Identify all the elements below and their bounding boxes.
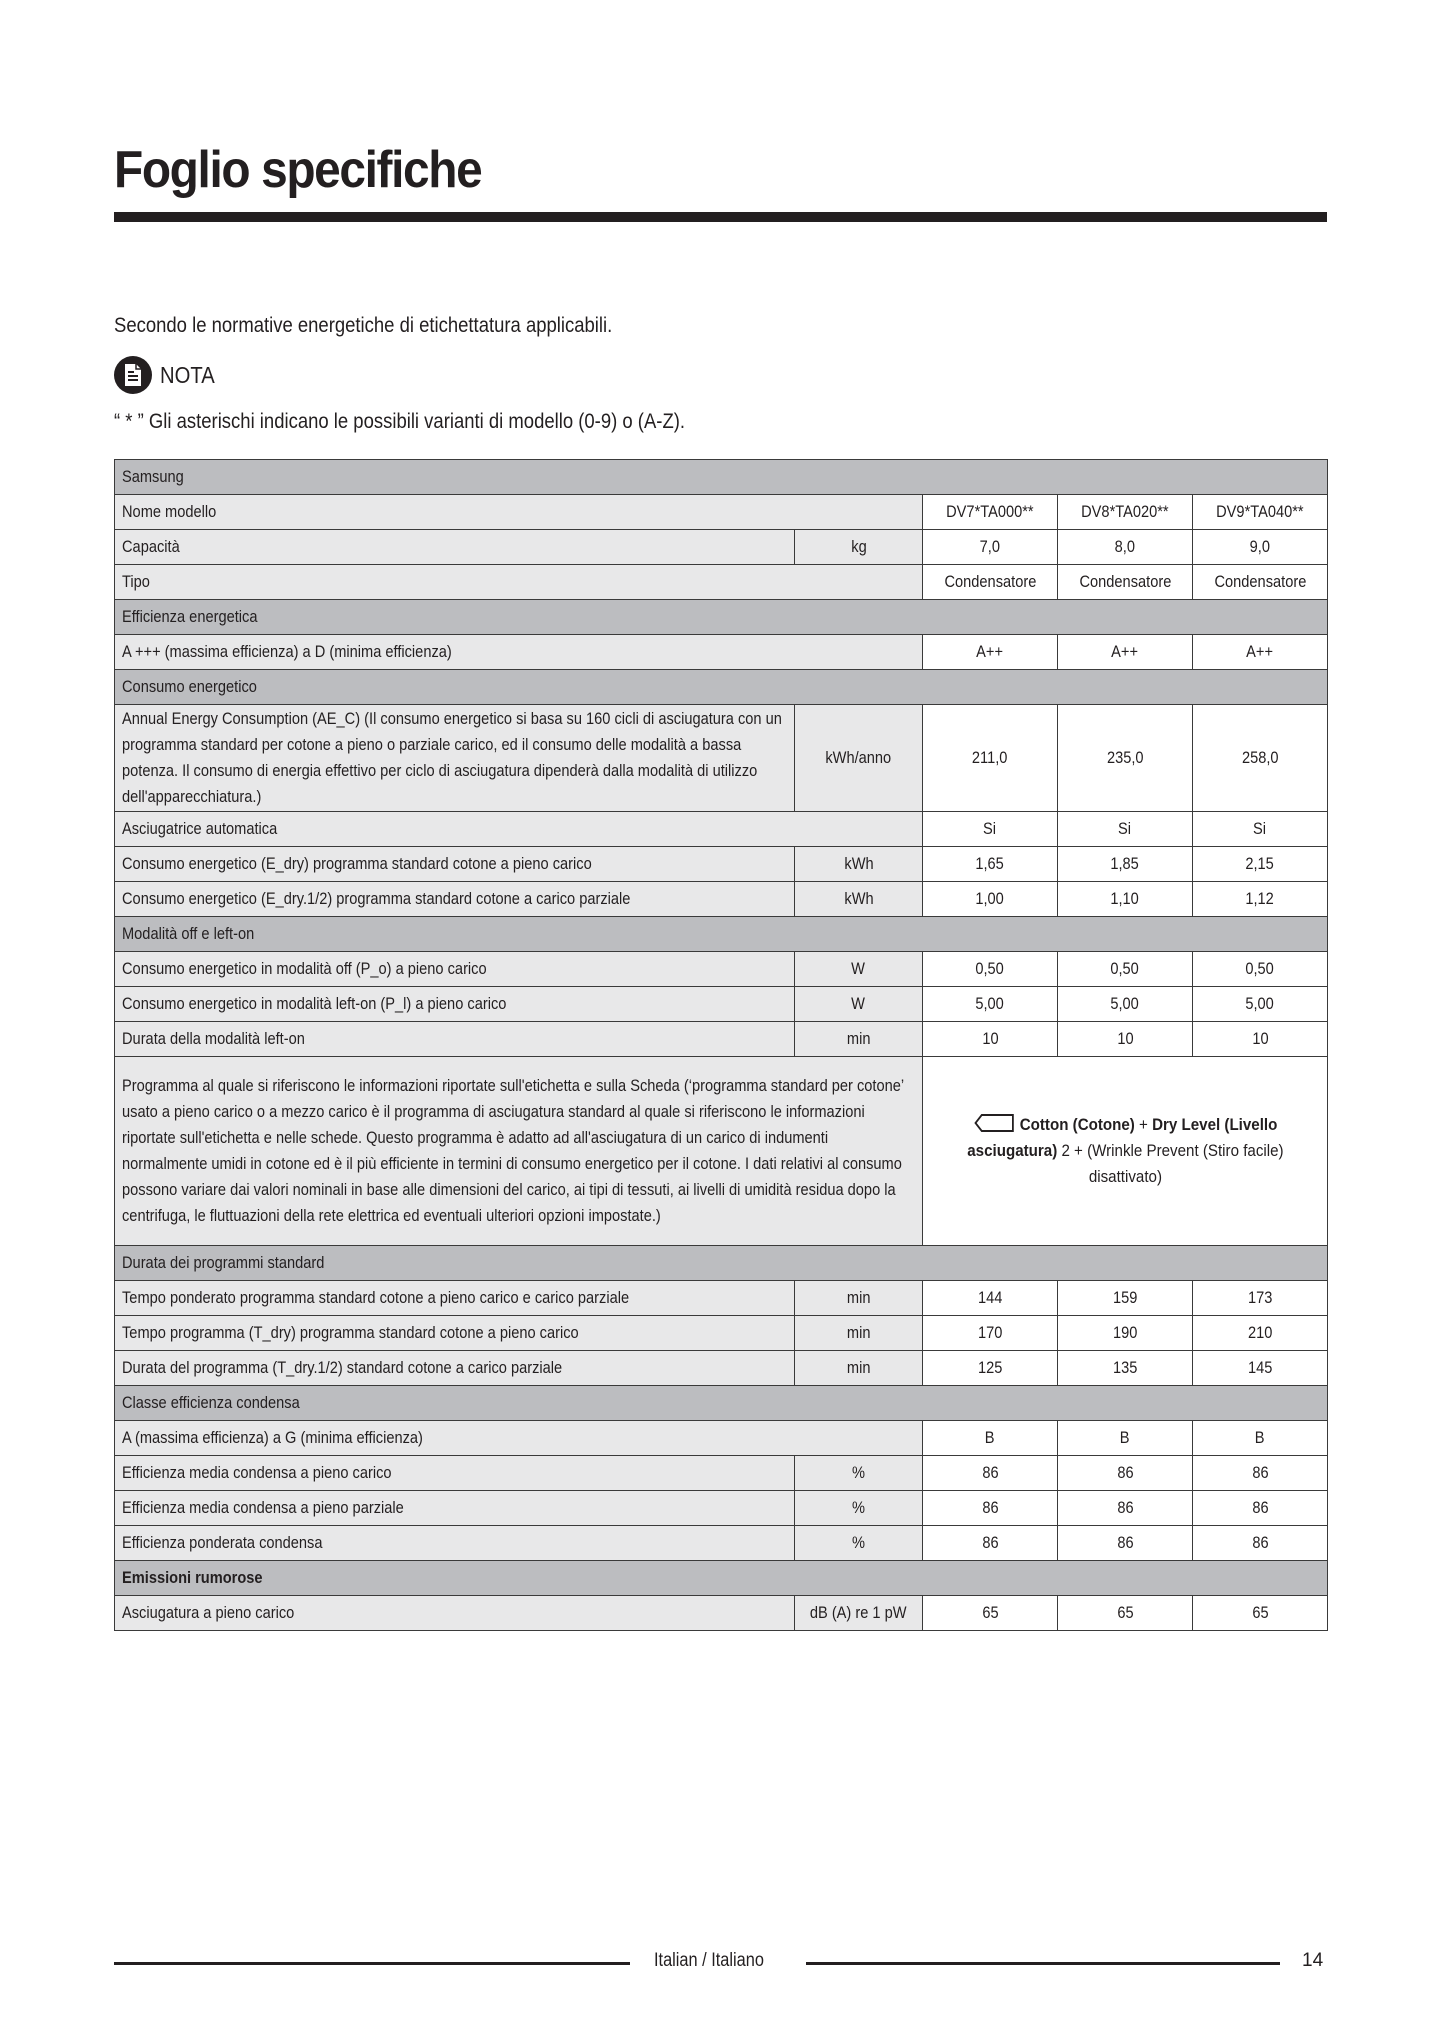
unit-cell: min (795, 1316, 923, 1351)
footer-rule-left (114, 1962, 630, 1965)
value-cell: B (923, 1421, 1058, 1456)
row-label: Annual Energy Consumption (AE_C) (Il consumo energetico si basa su 160 cicli di asciugatura con un programma standard per cotone a pieno o parziale carico, ed il consumo delle modalità a bassa potenza. Il consumo di energia effettivo per ciclo di asciugatura dipenderà dalla modalità di utilizzo dell'apparecchiatura.) (115, 705, 795, 812)
value-cell: B (1058, 1421, 1193, 1456)
footer-language: Italian / Italiano (654, 1950, 764, 1971)
value-cell: 65 (923, 1596, 1058, 1631)
value-cell: 2,15 (1193, 847, 1328, 882)
value-cell: 0,50 (1193, 952, 1328, 987)
value-cell: Si (1193, 812, 1328, 847)
page-title: Foglio specifiche (114, 141, 482, 199)
row-label: Consumo energetico (E_dry.1/2) programma standard cotone a carico parziale (115, 882, 795, 917)
section-header: Classe efficienza condensa (115, 1386, 1328, 1421)
row-label: Durata del programma (T_dry.1/2) standard cotone a carico parziale (115, 1351, 795, 1386)
section-header: Durata dei programmi standard (115, 1246, 1328, 1281)
value-cell: 135 (1058, 1351, 1193, 1386)
row-label: A (massima efficienza) a G (minima efficienza) (115, 1421, 923, 1456)
note-document-icon (114, 356, 152, 394)
section-header: Modalità off e left-on (115, 917, 1328, 952)
value-cell: B (1193, 1421, 1328, 1456)
section-header: Efficienza energetica (115, 600, 1328, 635)
value-cell: 86 (1058, 1491, 1193, 1526)
value-cell: Condensatore (1058, 565, 1193, 600)
value-cell: 10 (1058, 1022, 1193, 1057)
specification-table (114, 459, 1328, 1631)
table-row (115, 495, 1328, 530)
section-header: Emissioni rumorose (115, 1561, 1328, 1596)
section-header: Consumo energetico (115, 670, 1328, 705)
note-label: NOTA (160, 361, 215, 388)
value-cell: 5,00 (1193, 987, 1328, 1022)
value-cell: 86 (1193, 1526, 1328, 1561)
note-heading (114, 356, 222, 394)
row-label: Efficienza media condensa a pieno parziale (115, 1491, 795, 1526)
asterisk-note: “ * ” Gli asterischi indicano le possibili varianti di modello (0-9) o (A-Z). (114, 410, 686, 433)
page-number: 14 (1302, 1950, 1324, 1971)
value-cell: 1,65 (923, 847, 1058, 882)
value-cell: 5,00 (923, 987, 1058, 1022)
value-cell: 1,12 (1193, 882, 1328, 917)
section-row (115, 917, 1328, 952)
value-cell: Si (923, 812, 1058, 847)
model-cell: DV7*TA000** (923, 495, 1058, 530)
value-cell: 159 (1058, 1281, 1193, 1316)
model-cell: DV8*TA020** (1058, 495, 1193, 530)
value-cell: 8,0 (1058, 530, 1193, 565)
unit-cell: % (795, 1491, 923, 1526)
table-row (115, 1491, 1328, 1526)
row-label: Efficienza ponderata condensa (115, 1526, 795, 1561)
value-cell: A++ (923, 635, 1058, 670)
unit-cell: kWh/anno (795, 705, 923, 812)
value-cell: A++ (1058, 635, 1193, 670)
value-cell: 258,0 (1193, 705, 1328, 812)
value-cell: 0,50 (923, 952, 1058, 987)
row-label: Consumo energetico in modalità off (P_o) a pieno carico (115, 952, 795, 987)
table-row (115, 1057, 1328, 1246)
unit-cell: kg (795, 530, 923, 565)
value-cell: 173 (1193, 1281, 1328, 1316)
value-cell: 125 (923, 1351, 1058, 1386)
unit-cell: dB (A) re 1 pW (795, 1596, 923, 1631)
value-cell: 86 (1193, 1491, 1328, 1526)
table-row (115, 1281, 1328, 1316)
value-cell: 190 (1058, 1316, 1193, 1351)
value-cell: 86 (1058, 1456, 1193, 1491)
cotton-cycle-icon (973, 1113, 1014, 1133)
row-label: Programma al quale si riferiscono le informazioni riportate sull'etichetta e sulla Scheda (‘programma standard per cotone’ usato a pieno carico o a mezzo carico è il programma di asciugatura standard al quale si riferiscono le informazioni riportate sull'etichetta e nelle schede. Questo programma è adatto ad all'asciugatura di un carico di indumenti normalmente umidi in cotone ed è il più efficiente in termini di consumo energetico per il cotone. I dati relativi al consumo possono variare dai valori nominali in base alle dimensioni del carico, ai tipi di tessuti, ai livelli di umidità residua dopo la centrifuga, le fluttuazioni della rete elettrica ed eventuali ulteriori opzioni impostate.) (115, 1057, 923, 1246)
value-cell: Condensatore (923, 565, 1058, 600)
value-cell: 1,85 (1058, 847, 1193, 882)
table-row (115, 847, 1328, 882)
table-row (115, 952, 1328, 987)
standard-program-value: Cotton (Cotone) + Dry Level (Livello asciugatura) 2 + (Wrinkle Prevent (Stiro facile) disattivato) (923, 1057, 1328, 1246)
title-rule (114, 212, 1327, 222)
value-cell: 65 (1058, 1596, 1193, 1631)
intro-text: Secondo le normative energetiche di etichettatura applicabili. (114, 314, 613, 337)
value-cell: 145 (1193, 1351, 1328, 1386)
table-row (115, 1456, 1328, 1491)
value-cell: 65 (1193, 1596, 1328, 1631)
value-cell: 0,50 (1058, 952, 1193, 987)
value-cell: 9,0 (1193, 530, 1328, 565)
section-row (115, 1561, 1328, 1596)
table-row (115, 882, 1328, 917)
table-row (115, 1526, 1328, 1561)
row-label: Consumo energetico (E_dry) programma standard cotone a pieno carico (115, 847, 795, 882)
model-cell: DV9*TA040** (1193, 495, 1328, 530)
table-row (115, 460, 1328, 495)
value-cell: 5,00 (1058, 987, 1193, 1022)
value-cell: 235,0 (1058, 705, 1193, 812)
table-row (115, 1316, 1328, 1351)
row-label: A +++ (massima efficienza) a D (minima efficienza) (115, 635, 923, 670)
unit-cell: % (795, 1526, 923, 1561)
unit-cell: W (795, 952, 923, 987)
table-row (115, 635, 1328, 670)
unit-cell: min (795, 1351, 923, 1386)
row-label: Consumo energetico in modalità left-on (P_l) a pieno carico (115, 987, 795, 1022)
table-row (115, 705, 1328, 812)
value-cell: 144 (923, 1281, 1058, 1316)
value-cell: 86 (923, 1526, 1058, 1561)
row-label: Asciugatrice automatica (115, 812, 923, 847)
value-cell: 10 (923, 1022, 1058, 1057)
unit-cell: min (795, 1281, 923, 1316)
table-row (115, 1421, 1328, 1456)
unit-cell: % (795, 1456, 923, 1491)
value-cell: 86 (1058, 1526, 1193, 1561)
row-label: Asciugatura a pieno carico (115, 1596, 795, 1631)
table-row (115, 530, 1328, 565)
section-row (115, 670, 1328, 705)
value-cell: 7,0 (923, 530, 1058, 565)
table-row (115, 812, 1328, 847)
value-cell: 86 (923, 1491, 1058, 1526)
value-cell: 170 (923, 1316, 1058, 1351)
row-label: Tempo programma (T_dry) programma standard cotone a pieno carico (115, 1316, 795, 1351)
value-cell: 86 (1193, 1456, 1328, 1491)
value-cell: 211,0 (923, 705, 1058, 812)
row-label: Efficienza media condensa a pieno carico (115, 1456, 795, 1491)
table-row (115, 1596, 1328, 1631)
row-label: Durata della modalità left-on (115, 1022, 795, 1057)
unit-cell: kWh (795, 847, 923, 882)
value-cell: 1,00 (923, 882, 1058, 917)
row-label: Tipo (115, 565, 923, 600)
value-cell: 86 (923, 1456, 1058, 1491)
section-row (115, 1386, 1328, 1421)
footer-rule-right (806, 1962, 1280, 1965)
value-cell: A++ (1193, 635, 1328, 670)
row-label: Tempo ponderato programma standard cotone a pieno carico e carico parziale (115, 1281, 795, 1316)
table-row (115, 1351, 1328, 1386)
row-label: Capacità (115, 530, 795, 565)
unit-cell: min (795, 1022, 923, 1057)
table-row (115, 565, 1328, 600)
section-row (115, 600, 1328, 635)
value-cell: Si (1058, 812, 1193, 847)
value-cell: Condensatore (1193, 565, 1328, 600)
unit-cell: kWh (795, 882, 923, 917)
section-row (115, 1246, 1328, 1281)
row-label: Nome modello (115, 495, 923, 530)
unit-cell: W (795, 987, 923, 1022)
table-row (115, 1022, 1328, 1057)
value-cell: 1,10 (1058, 882, 1193, 917)
table-row (115, 987, 1328, 1022)
brand-header: Samsung (115, 460, 1328, 495)
value-cell: 10 (1193, 1022, 1328, 1057)
value-cell: 210 (1193, 1316, 1328, 1351)
